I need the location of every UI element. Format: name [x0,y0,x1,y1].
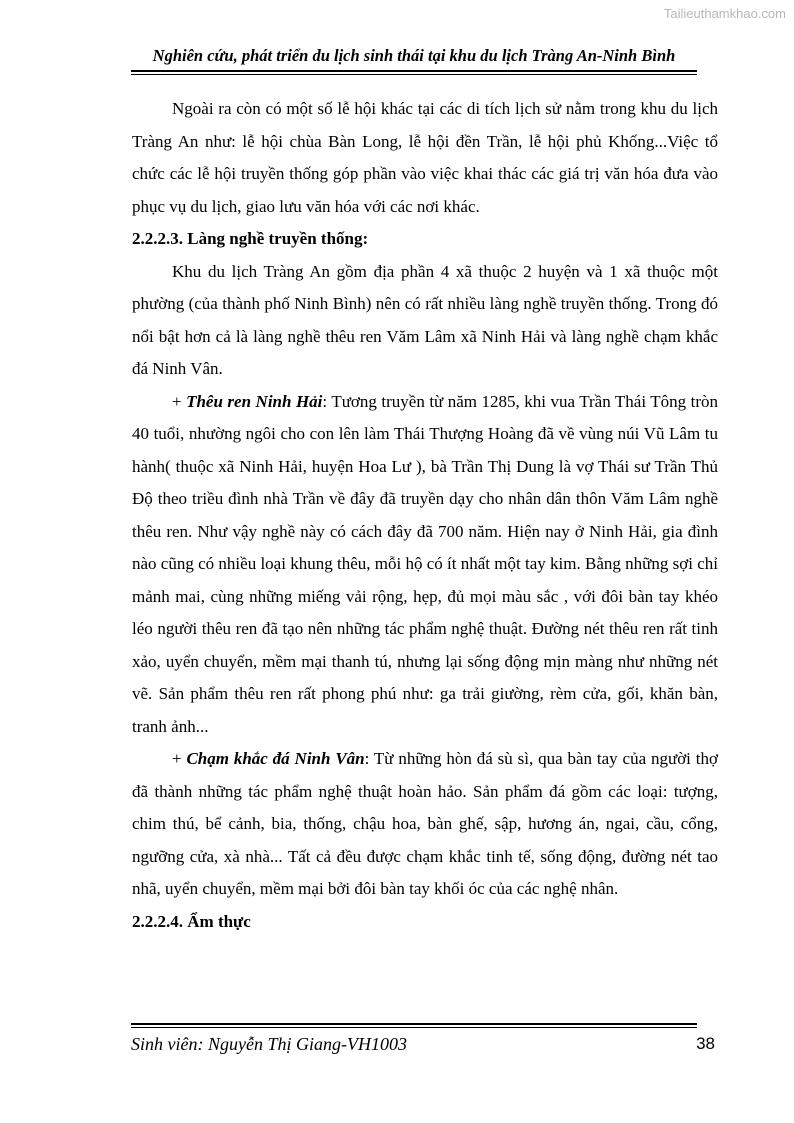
footer-rule-thick [131,1023,697,1025]
paragraph-stone-carving [132,743,718,906]
footer-rule-thin [131,1027,697,1028]
embroidery-text: : Tương truyền từ năm 1285, khi vua Trần Thái Tông tròn 40 tuổi, nhường ngôi cho con lên làm Thái Thượng Hoàng đã về vùng núi Vũ Lâm tu hành( thuộc xã Ninh Hải, huyện Hoa Lư ), bà Trần Thị Dung là vợ Thái sư Trần Thủ Độ theo triều đình nhà Trần về đây đã truyền dạy cho nhân dân thôn Văm Lâm nghề thêu ren. Như vậy nghề này có cách đây đã 700 năm. Hiện nay ở Ninh Hải, gia đình nào cũng có nhiều loại khung thêu, mỗi hộ có ít nhất một tay kim. Bằng những sợi chỉ mảnh mai, cùng những miếng vải rộng, hẹp, đủ mọi màu sắc , với đôi bàn tay khéo léo người thêu ren đã tạo nên những tác phẩm nghệ thuật. Đường nét thêu ren rất tinh xảo, uyển chuyển, mềm mại thanh tú, nhưng lại sống động mịn màng như những nét vẽ. Sản phẩm thêu ren rất phong phú như: ga trải giường, rèm cửa, gối, khăn bàn, tranh ảnh... [132,391,719,736]
page-header-title: Nghiên cứu, phát triển du lịch sinh thái tại khu du lịch Tràng An-Ninh Bình [152,46,676,65]
page-number: 38 [696,1034,715,1053]
paragraph-festivals: Ngoài ra còn có một số lễ hội khác tại các di tích lịch sử nằm trong khu du lịch Tràng An như: lễ hội chùa Bàn Long, lễ hội đền Trần, lễ hội phủ Khống...Việc tổ chức các lễ hội truyền thống góp phần vào việc khai thác các giá trị văn hóa đưa vào phục vụ du lịch, giao lưu văn hóa với các nơi khác. [132,99,718,216]
header-rule-thin [131,74,697,75]
page-body [132,93,718,938]
bullet-prefix: + [172,749,187,768]
footer-student-name: Sinh viên: Nguyễn Thị Giang-VH1003 [131,1034,407,1054]
paragraph-embroidery [132,386,718,744]
section-heading-craft-villages: 2.2.2.3. Làng nghề truyền thống: [132,229,369,248]
embroidery-lead: Thêu ren Ninh Hải [186,391,323,411]
bullet-prefix: + [172,391,187,411]
stone-carving-text: : Từ những hòn đá sù sì, qua bàn tay của người thợ đã thành những tác phẩm nghệ thuật hoàn hảo. Sản phẩm đá gồm các loại: tượng, chim thú, bể cảnh, bia, thống, chậu hoa, bàn ghế, sập, hương án, ngai, cầu, cổng, ngưỡng cửa, xà nhà... Tất cả đều được chạm khắc tinh tế, sống động, đường nét tao nhã, uyển chuyển, mềm mại bởi đôi bàn tay khối óc của các nghệ nhân. [132,749,718,898]
watermark: Tailieuthamkhao.com [663,6,786,21]
stone-carving-lead: Chạm khắc đá Ninh Vân [186,749,365,768]
section-heading-cuisine: 2.2.2.4. Ẩm thực [132,911,251,931]
paragraph-craft-villages: Khu du lịch Tràng An gồm địa phần 4 xã thuộc 2 huyện và 1 xã thuộc một phường (của thành phố Ninh Bình) nên có rất nhiều làng nghề truyền thống. Trong đó nổi bật hơn cả là làng nghề thêu ren Văm Lâm xã Ninh Hải và làng nghề chạm khắc đá Ninh Vân. [132,261,718,378]
header-rule-thick [131,70,697,72]
